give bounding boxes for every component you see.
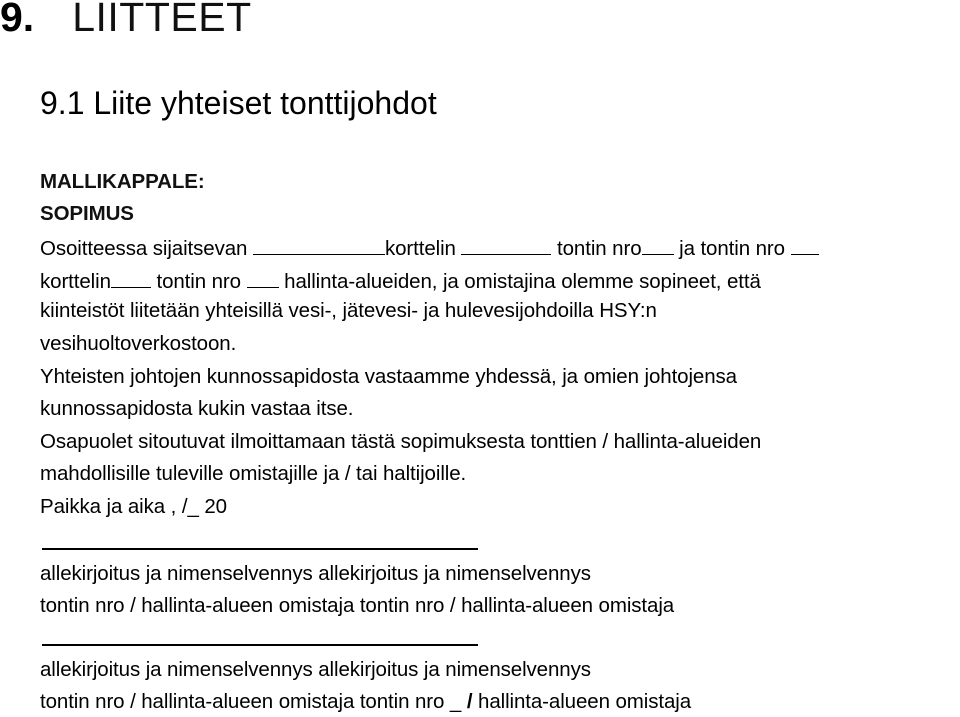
text-segment: Osoitteessa sijaitsevan: [40, 237, 253, 260]
heading-number: 9.: [0, 0, 35, 40]
text-segment: /: [466, 690, 473, 713]
paragraph-2-line-2: kunnossapidosta kukin vastaa itse.: [40, 397, 354, 420]
paragraph-1-line-2: [40, 269, 761, 293]
signature-line-2[interactable]: [42, 644, 478, 646]
blank-field-plot-1[interactable]: [642, 236, 674, 255]
signature-line-1[interactable]: [42, 548, 478, 550]
blank-field-plot-3[interactable]: [247, 269, 279, 288]
signature-1-role: tontin nro / hallinta-alueen omistaja tontin nro / hallinta-alueen omistaja: [40, 594, 675, 617]
paragraph-1-line-3: kiinteistöt liitetään yhteisillä vesi-, jätevesi- ja hulevesijohdoilla HSY:n: [40, 299, 657, 322]
place-and-date: Paikka ja aika , /_ 20: [40, 495, 227, 518]
text-segment: tontin nro: [551, 237, 642, 260]
text-segment: hallinta-alueen omistaja: [472, 690, 691, 713]
paragraph-1-line-1: [40, 236, 819, 260]
blank-field-plot-2[interactable]: [791, 236, 819, 255]
paragraph-3-line-2: mahdollisille tuleville omistajille ja / tai haltijoille.: [40, 462, 467, 485]
signature-2-role: [40, 692, 691, 713]
signature-2-caption: allekirjoitus ja nimenselvennys allekirjoitus ja nimenselvennys: [40, 658, 591, 681]
subheading: 9.1 Liite yhteiset tonttijohdot: [40, 85, 437, 121]
blank-field-block[interactable]: [461, 236, 551, 255]
text-segment: korttelin: [384, 237, 462, 260]
label-sopimus: SOPIMUS: [40, 202, 134, 225]
heading-title: LIITTEET: [72, 0, 252, 40]
main-heading: [0, 0, 252, 40]
label-mallikappale: MALLIKAPPALE:: [40, 170, 205, 193]
paragraph-2-line-1: Yhteisten johtojen kunnossapidosta vastaamme yhdessä, ja omien johtojensa: [40, 365, 737, 388]
paragraph-3-line-1: Osapuolet sitoutuvat ilmoittamaan tästä sopimuksesta tonttien / hallinta-alueiden: [40, 430, 762, 453]
text-segment: korttelin: [40, 270, 111, 293]
text-segment: hallinta-alueiden, ja omistajina olemme sopineet, että: [278, 270, 761, 293]
blank-field-block-2[interactable]: [111, 269, 151, 288]
text-segment: ja tontin nro: [673, 237, 791, 260]
text-segment: tontin nro: [150, 270, 247, 293]
signature-1-caption: allekirjoitus ja nimenselvennys allekirjoitus ja nimenselvennys: [40, 562, 591, 585]
paragraph-1-line-4: vesihuoltoverkostoon.: [40, 332, 237, 355]
blank-field-address[interactable]: [253, 236, 385, 255]
text-segment: tontin nro / hallinta-alueen omistaja tontin nro _: [40, 690, 467, 713]
